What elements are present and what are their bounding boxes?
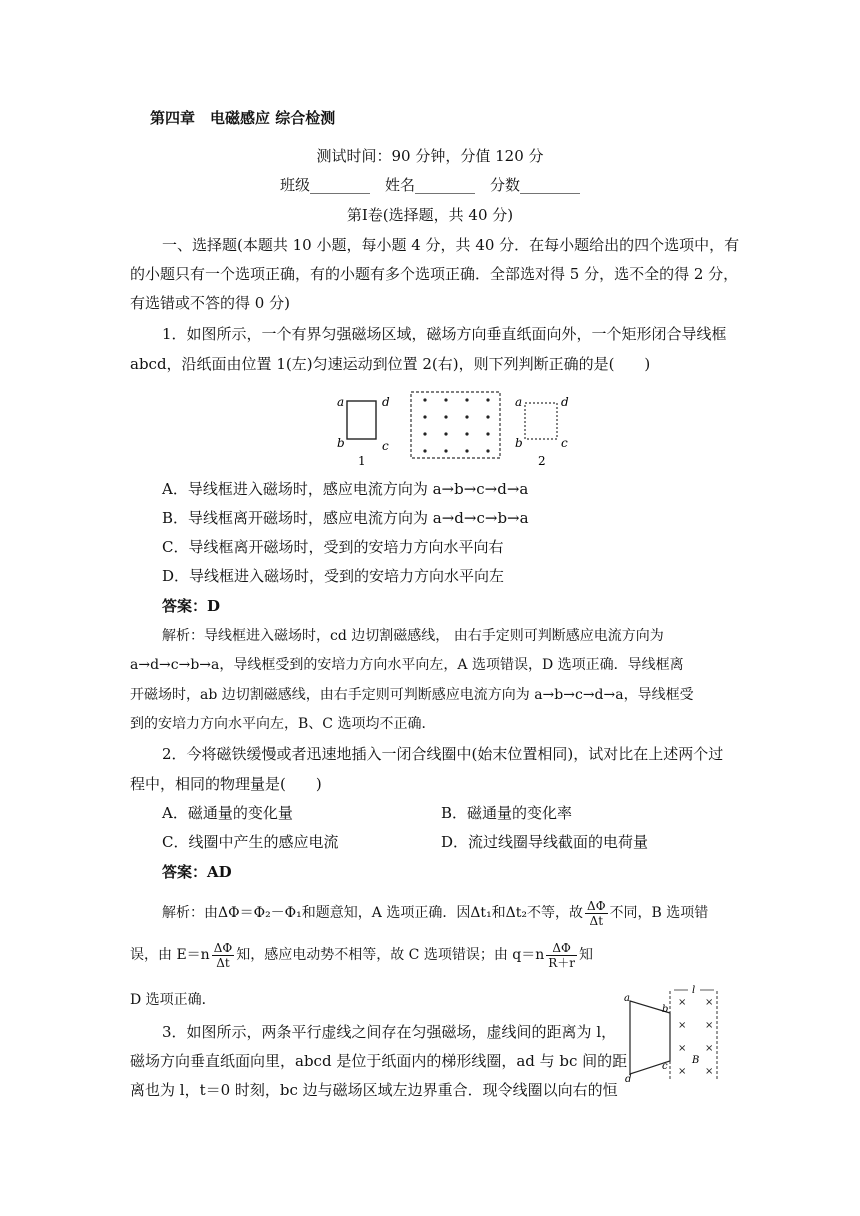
cross-mark: × bbox=[678, 997, 687, 1008]
q1-option-a: A．导线框进入磁场时，感应电流方向为 a→b→c→d→a bbox=[162, 480, 529, 498]
q1-stem-line-2: abcd，沿纸面由位置 1(左)匀速运动到位置 2(右)，则下列判断正确的是( ) bbox=[130, 355, 651, 373]
q2-fraction-emf bbox=[212, 941, 235, 970]
q3-label-l: l bbox=[692, 985, 696, 996]
q2-explanation-line-3: D 选项正确． bbox=[130, 992, 216, 1008]
q1-explanation-line-3: 开磁场时，ab 边切割磁感线，由右手定则可判断感应电流方向为 a→b→c→d→a，导线框受 bbox=[130, 687, 694, 703]
cross-mark: × bbox=[705, 1020, 714, 1031]
q3-label-B: B bbox=[692, 1055, 700, 1066]
fraction-numerator: ΔΦ bbox=[546, 941, 577, 956]
q1-stem-line-1: 1．如图所示，一个有界匀强磁场区域，磁场方向垂直纸面向外，一个矩形闭合导线框 bbox=[162, 325, 727, 343]
fraction-denominator: Δt bbox=[216, 955, 230, 970]
fraction-numerator: ΔΦ bbox=[587, 898, 606, 913]
student-info-fields: 班级________ 姓名________ 分数________ bbox=[279, 176, 580, 194]
q2-fraction-charge bbox=[546, 941, 577, 970]
q1-label-d: d bbox=[382, 395, 390, 409]
q2-explanation-line-2 bbox=[130, 938, 593, 972]
q2-explanation-text-1b: 不同，B 选项错 bbox=[609, 905, 709, 921]
q2-option-d: D．流过线圈导线截面的电荷量 bbox=[441, 833, 649, 851]
q1-option-d: D．导线框进入磁场时，受到的安培力方向水平向左 bbox=[162, 567, 505, 585]
chapter-title: 第四章 电磁感应 综合检测 bbox=[150, 109, 336, 127]
q3-stem-line-2: 磁场方向垂直纸面向里，abcd 是位于纸面内的梯形线圈，ad 与 bc 间的距 bbox=[130, 1052, 628, 1070]
cross-mark: × bbox=[705, 1066, 714, 1077]
q2-stem-line-2: 程中，相同的物理量是( ) bbox=[130, 775, 322, 793]
q3-stem-line-3: 离也为 l，t＝0 时刻，bc 边与磁场区域左边界重合．现令线圈以向右的恒 bbox=[130, 1081, 618, 1099]
cross-mark: × bbox=[705, 997, 714, 1008]
q3-label-c: c bbox=[662, 1061, 668, 1072]
q1-option-c: C．导线框离开磁场时，受到的安培力方向水平向右 bbox=[162, 538, 504, 556]
q1-label-a-2: a bbox=[515, 395, 523, 409]
q1-field-region bbox=[411, 392, 500, 458]
q2-explanation-line-1 bbox=[162, 896, 708, 930]
fraction-denominator: Δt bbox=[589, 913, 604, 928]
q1-frame-position-1 bbox=[347, 401, 376, 439]
q2-stem-line-1: 2．今将磁铁缓慢或者迅速地插入一闭合线圈中(始末位置相同)，试对比在上述两个过 bbox=[162, 745, 724, 763]
q2-option-a: A．磁通量的变化量 bbox=[162, 804, 293, 822]
cross-mark: × bbox=[705, 1043, 714, 1054]
q2-explanation-text-2a: 误，由 E＝n bbox=[130, 947, 210, 963]
q3-label-b: b bbox=[662, 1004, 669, 1015]
q1-label-c: c bbox=[382, 439, 389, 453]
cross-mark: × bbox=[678, 1020, 687, 1031]
q1-magnetic-field-figure bbox=[330, 388, 580, 470]
q2-answer: 答案：AD bbox=[162, 863, 232, 881]
q1-option-b: B．导线框离开磁场时，感应电流方向为 a→d→c→b→a bbox=[162, 509, 529, 527]
q1-answer: 答案：D bbox=[162, 597, 221, 615]
q1-position-1-label: 1 bbox=[358, 454, 366, 468]
q2-explanation-text-2c: 知 bbox=[579, 947, 594, 963]
q2-explanation-text-2b: 知，感应电动势不相等，故 C 选项错误；由 q＝n bbox=[236, 947, 545, 963]
part-title: 第Ⅰ卷(选择题，共 40 分) bbox=[346, 206, 514, 224]
q1-label-b: b bbox=[337, 436, 345, 450]
q3-label-d: d bbox=[625, 1074, 632, 1085]
instructions-line-3: 有选错或不答的得 0 分) bbox=[130, 294, 290, 312]
cross-mark: × bbox=[678, 1066, 687, 1077]
q1-frame-position-2 bbox=[525, 403, 557, 439]
q3-label-a: a bbox=[624, 993, 630, 1004]
q1-label-b-2: b bbox=[515, 436, 523, 450]
instructions-line-2: 的小题只有一个选项正确，有的小题有多个选项正确．全部选对得 5 分，选不全的得 2 分， bbox=[130, 265, 739, 283]
q2-option-b: B．磁通量的变化率 bbox=[441, 804, 573, 822]
q2-fraction-dphi-dt bbox=[585, 899, 608, 928]
q1-explanation-line-4: 到的安培力方向水平向左，B、C 选项均不正确． bbox=[130, 716, 436, 732]
q1-label-c-2: c bbox=[561, 436, 568, 450]
q3-stem-line-1: 3．如图所示，两条平行虚线之间存在匀强磁场，虚线间的距离为 l， bbox=[162, 1023, 617, 1041]
fraction-denominator: R＋r bbox=[548, 955, 576, 970]
q2-option-c: C．线圈中产生的感应电流 bbox=[162, 833, 339, 851]
cross-mark: × bbox=[678, 1043, 687, 1054]
q1-field-dots bbox=[423, 398, 489, 452]
q1-position-2-label: 2 bbox=[538, 454, 546, 468]
q1-label-a: a bbox=[337, 395, 345, 409]
q1-label-d-2: d bbox=[561, 395, 569, 409]
q1-explanation-line-1: 解析：导线框进入磁场时，cd 边切割磁感线， 由右手定则可判断感应电流方向为 bbox=[162, 628, 664, 644]
instructions-line-1: 一、选择题(本题共 10 小题，每小题 4 分，共 40 分．在每小题给出的四个选项中，有 bbox=[162, 236, 740, 254]
time-score-line: 测试时间：90 分钟，分值 120 分 bbox=[316, 147, 544, 165]
fraction-numerator: ΔΦ bbox=[213, 940, 233, 955]
q3-trapezoid-coil-figure bbox=[622, 985, 728, 1085]
q2-explanation-text-1a: 解析：由ΔΦ＝Φ₂－Φ₁和题意知，A 选项正确．因Δt₁和Δt₂不等，故 bbox=[162, 905, 584, 921]
q1-explanation-line-2: a→d→c→b→a，导线框受到的安培力方向水平向左，A 选项错误，D 选项正确．导线框离 bbox=[130, 657, 684, 673]
